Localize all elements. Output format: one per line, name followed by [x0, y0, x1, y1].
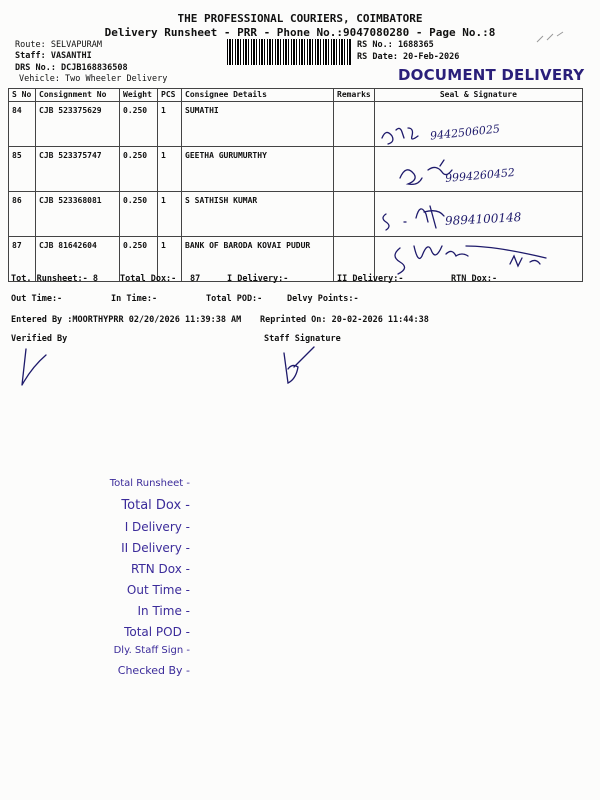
cell-consignee: S SATHISH KUMAR	[182, 192, 334, 237]
rs-date: RS Date: 20-Feb-2026	[357, 52, 460, 62]
cell-weight: 0.250	[120, 237, 158, 282]
barcode	[227, 39, 352, 65]
cell-consignee: GEETHA GURUMURTHY	[182, 147, 334, 192]
rtn-dox: RTN Dox:-	[451, 274, 498, 284]
col-signature: Seal & Signature	[374, 89, 582, 102]
table-header-row	[9, 89, 583, 102]
cell-consignment: CJB 523375629	[36, 102, 120, 147]
stamp-ii-delivery: II Delivery -	[121, 541, 190, 555]
total-dox-label: Total Dox:-	[120, 274, 177, 284]
scribble-icon	[535, 30, 565, 45]
stamp-total-pod: Total POD -	[124, 625, 190, 639]
route: Route: SELVAPURAM	[15, 40, 102, 50]
handwritten-signatures	[370, 118, 585, 278]
cell-sno: 85	[9, 147, 36, 192]
corner-mark	[535, 30, 565, 45]
stamp-out-time: Out Time -	[126, 583, 190, 597]
cell-pcs: 1	[158, 102, 182, 147]
col-sno: S No	[9, 89, 36, 102]
cell-sno: 87	[9, 237, 36, 282]
stamp-total-dox: Total Dox -	[121, 498, 190, 513]
reprinted-on: Reprinted On: 20-02-2026 11:44:38	[260, 315, 429, 325]
tot-runsheet: Tot. Runsheet:- 8	[11, 274, 98, 284]
total-dox-value: 87	[190, 274, 201, 284]
drs-no: DRS No.: DCJB168836508	[15, 63, 128, 73]
stamp-checked-by: Checked By -	[117, 664, 190, 677]
cell-remarks	[334, 192, 375, 237]
cell-pcs: 1	[158, 147, 182, 192]
handwritten-phone: 9994260452	[444, 165, 516, 186]
cell-remarks	[334, 147, 375, 192]
staff-signature	[278, 345, 318, 387]
cell-weight: 0.250	[120, 102, 158, 147]
in-time: In Time:-	[111, 294, 158, 304]
cell-pcs: 1	[158, 237, 182, 282]
col-consignment: Consignment No	[36, 89, 120, 102]
cell-consignment: CJB 523368081	[36, 192, 120, 237]
entered-by: Entered By :MOORTHYPRR 02/20/2026 11:39:38 AM	[11, 315, 242, 325]
summary-stamp	[80, 470, 190, 690]
total-pod: Total POD:-	[206, 294, 263, 304]
cell-weight: 0.250	[120, 192, 158, 237]
cell-remarks	[334, 102, 375, 147]
cell-consignee: SUMATHI	[182, 102, 334, 147]
i-delivery: I Delivery:-	[227, 274, 289, 284]
stamp-i-delivery: I Delivery -	[124, 520, 190, 534]
cell-consignee: BANK OF BARODA KOVAI PUDUR	[182, 237, 334, 282]
verified-by: Verified By	[11, 334, 68, 344]
ii-delivery: II Delivery:-	[337, 274, 404, 284]
stamp-rtn-dox: RTN Dox -	[130, 562, 190, 576]
cell-consignment: CJB 81642604	[36, 237, 120, 282]
col-pcs: PCS	[158, 89, 182, 102]
vehicle: Vehicle: Two Wheeler Delivery	[19, 74, 168, 84]
company-title: THE PROFESSIONAL COURIERS, COIMBATORE	[177, 12, 423, 25]
staff: Staff: VASANTHI	[15, 51, 92, 61]
staff-signature-label: Staff Signature	[264, 334, 341, 344]
col-weight: Weight	[120, 89, 158, 102]
rs-no: RS No.: 1688365	[357, 40, 434, 50]
cell-weight: 0.250	[120, 147, 158, 192]
col-consignee: Consignee Details	[182, 89, 334, 102]
stamp-dly-staff-sign: Dly. Staff Sign -	[113, 645, 190, 656]
cell-consignment: CJB 523375747	[36, 147, 120, 192]
out-time: Out Time:-	[11, 294, 63, 304]
cell-sno: 86	[9, 192, 36, 237]
stamp-in-time: In Time -	[137, 604, 190, 618]
verifier-signature	[14, 345, 54, 390]
col-remarks: Remarks	[334, 89, 375, 102]
handwritten-phone: 9894100148	[444, 210, 522, 228]
document-delivery-stamp: DOCUMENT DELIVERY	[398, 66, 585, 84]
handwritten-phone: 9442506025	[429, 122, 501, 143]
cell-pcs: 1	[158, 192, 182, 237]
runsheet-subtitle: Delivery Runsheet - PRR - Phone No.:9047080280 - Page No.:8	[104, 26, 496, 39]
cell-sno: 84	[9, 102, 36, 147]
stamp-total-runsheet: Total Runsheet -	[109, 478, 190, 489]
delvy-points: Delvy Points:-	[287, 294, 359, 304]
